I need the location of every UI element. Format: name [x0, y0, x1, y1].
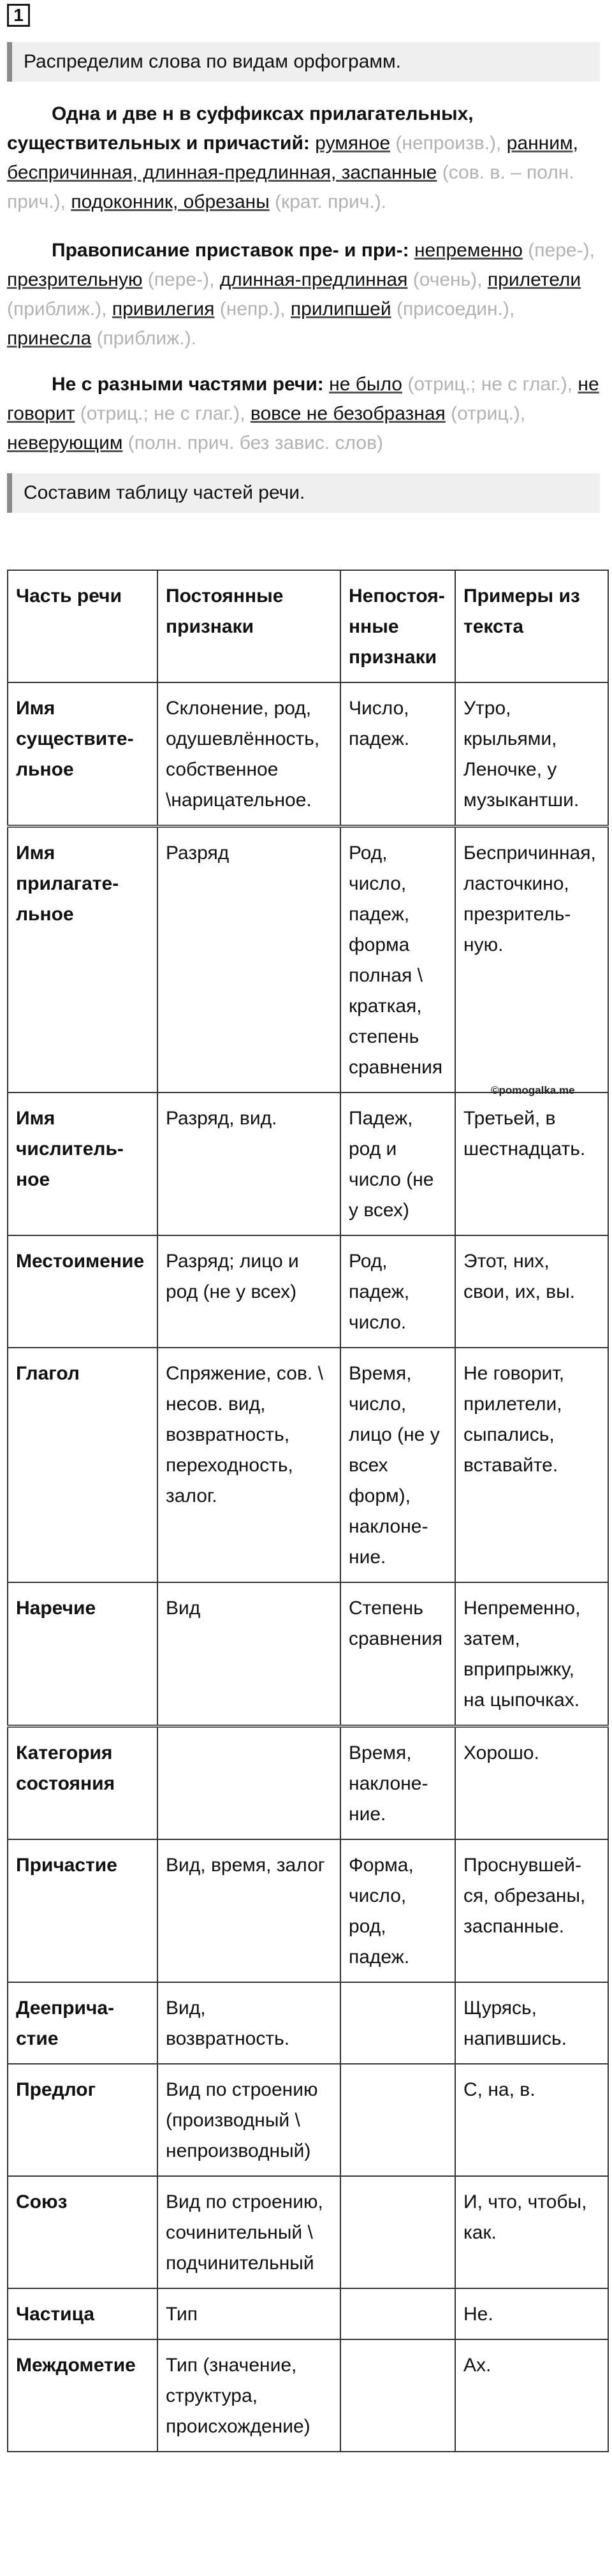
cell-variable — [340, 2064, 455, 2176]
cell-permanent: Тип — [157, 2288, 340, 2339]
cell-permanent: Вид по строению (производный \ непроизводный) — [157, 2064, 340, 2176]
cell-part: Деепричастие — [8, 1982, 157, 2064]
cell-examples: Щурясь, напившись. — [455, 1982, 608, 2064]
cell-examples: Третьей, в шестнадцать. — [455, 1093, 608, 1235]
cell-variable: Форма, число, род, падеж. — [340, 1839, 455, 1982]
cell-permanent: Тип (значение, структура, происхождение) — [157, 2339, 340, 2452]
cell-variable: Род, падеж, число. — [340, 1235, 455, 1348]
cell-part: Союз — [8, 2176, 157, 2288]
cell-part: Предлог — [8, 2064, 157, 2176]
word: подоконник, обрезаны — [71, 191, 270, 212]
paragraph-heading: Правописание приставок пре- и при-: — [52, 240, 409, 261]
cell-part: Частица — [8, 2288, 157, 2339]
cell-part: Местоимение — [8, 1235, 157, 1348]
cell-examples: Непременно, затем, вприпрыжку, на цыпочках. — [455, 1582, 608, 1726]
cell-examples: Проснувшейся, обрезаны, заспанные. — [455, 1839, 608, 1982]
word: неверующим — [7, 432, 123, 453]
comment: (полн. прич. без завис. слов) — [127, 432, 384, 453]
word: не говорит — [7, 374, 599, 424]
cell-permanent: Вид, время, залог — [157, 1839, 340, 1982]
comment: (приближ.), — [7, 298, 107, 320]
comment: (непр.), — [219, 298, 286, 320]
note-first: Распределим слова по видам орфограмм. — [7, 42, 600, 82]
cell-part: Глагол — [8, 1348, 157, 1582]
comment: (крат. прич.). — [275, 191, 387, 212]
header-variable-features: Непостоянные признаки — [340, 570, 455, 682]
table-row — [8, 682, 608, 827]
cell-variable: Степень сравнения — [340, 1582, 455, 1726]
cell-variable — [340, 2176, 455, 2288]
table-row — [8, 2288, 608, 2339]
cell-part: Категория состояния — [8, 1726, 157, 1840]
table-row — [8, 2064, 608, 2176]
header-examples: Примеры из текста — [455, 570, 608, 682]
cell-permanent: Разряд, вид. — [157, 1093, 340, 1235]
cell-examples: Беспричинная, ласточкино, презрительную. — [455, 827, 608, 1093]
comment: (очень), — [412, 269, 483, 290]
table-row — [8, 1726, 608, 1840]
comment: (отриц.; не с глаг.), — [80, 403, 245, 424]
cell-variable: Род, число, падеж, форма полная \ краткая, степень сравнения — [340, 827, 455, 1093]
word: вовсе не безобразная — [250, 403, 446, 424]
cell-variable: Время, число, лицо (не у всех форм), наклонение. — [340, 1348, 455, 1582]
comment: (отриц.; не с глаг.), — [407, 374, 573, 395]
cell-permanent: Вид по строению, сочинительный \ подчинительный — [157, 2176, 340, 2288]
cell-part: Наречие — [8, 1582, 157, 1726]
word: ранним, беспричинная, длинная-предлинная, заспанные — [7, 133, 578, 183]
cell-permanent: Вид — [157, 1582, 340, 1726]
paragraph-heading: Одна и две н в суффиксах прилагательных, существительных и причастий: — [7, 103, 474, 154]
comment: (пере-), — [147, 269, 215, 290]
cell-examples: Не. — [455, 2288, 608, 2339]
header-permanent-features: Постоянные признаки — [157, 570, 340, 682]
header-part-of-speech: Часть речи — [8, 570, 157, 682]
cell-variable — [340, 1982, 455, 2064]
word: принесла — [7, 328, 92, 349]
cell-variable: Время, наклонение. — [340, 1726, 455, 1840]
word: прилетели — [487, 269, 581, 290]
word: румяное — [315, 133, 391, 154]
watermark: ©pomogalka.me — [491, 1084, 575, 1096]
cell-permanent: Разряд; лицо и род (не у всех) — [157, 1235, 340, 1348]
comment: (сов. в. – полн. прич.), — [7, 162, 574, 212]
cell-examples: Этот, них, свои, их, вы. — [455, 1235, 608, 1348]
note-second: Составим таблицу частей речи. — [7, 473, 600, 513]
word: прилипшей — [290, 298, 391, 320]
table-row — [8, 1093, 608, 1235]
word: длинная-предлинная — [219, 269, 408, 290]
cell-variable — [340, 2339, 455, 2452]
cell-part: Причастие — [8, 1839, 157, 1982]
cell-variable: Падеж, род и число (не у всех) — [340, 1093, 455, 1235]
cell-examples: Ах. — [455, 2339, 608, 2452]
table-row — [8, 1839, 608, 1982]
table-header-row — [8, 570, 608, 682]
word: привилегия — [112, 298, 215, 320]
paragraph-heading: Не с разными частями речи: — [52, 374, 324, 395]
table-row — [8, 2176, 608, 2288]
comment: (присоедин.), — [396, 298, 515, 320]
table-row — [8, 1348, 608, 1582]
word: презрительную — [7, 269, 143, 290]
paragraph-ne — [7, 370, 600, 458]
cell-permanent: Спряжение, сов. \ несов. вид, возвратность, переходность, залог. — [157, 1348, 340, 1582]
table-row — [8, 1582, 608, 1726]
cell-part: Междометие — [8, 2339, 157, 2452]
cell-examples: С, на, в. — [455, 2064, 608, 2176]
cell-permanent: Разряд — [157, 827, 340, 1093]
comment: (приближ.). — [96, 328, 196, 349]
task-number: 1 — [7, 4, 30, 27]
cell-part: Имя прилагательное — [8, 827, 157, 1093]
cell-variable: Число, падеж. — [340, 682, 455, 827]
cell-examples: Не говорит, прилетели, сыпались, вставайте. — [455, 1348, 608, 1582]
comment: (непроизв.), — [395, 133, 502, 154]
comment: (пере-), — [528, 240, 595, 261]
table-row — [8, 827, 608, 1093]
table-row — [8, 1982, 608, 2064]
cell-part: Имя числительное — [8, 1093, 157, 1235]
cell-permanent: Склонение, род, одушевлённость, собственное \нарицательное. — [157, 682, 340, 827]
cell-permanent — [157, 1726, 340, 1840]
table-row — [8, 2339, 608, 2452]
word: не было — [329, 374, 402, 395]
cell-examples: Утро, крыльями, Леночке, у музыкантши. — [455, 682, 608, 827]
paragraph-n-nn — [7, 99, 600, 217]
cell-variable — [340, 2288, 455, 2339]
parts-of-speech-table — [7, 570, 609, 2452]
cell-examples: И, что, чтобы, как. — [455, 2176, 608, 2288]
cell-examples: Хорошо. — [455, 1726, 608, 1840]
cell-permanent: Вид, возвратность. — [157, 1982, 340, 2064]
word: непременно — [414, 240, 523, 261]
table-row — [8, 1235, 608, 1348]
cell-part: Имя существительное — [8, 682, 157, 827]
paragraph-pre-pri — [7, 236, 600, 353]
comment: (отриц.), — [451, 403, 526, 424]
